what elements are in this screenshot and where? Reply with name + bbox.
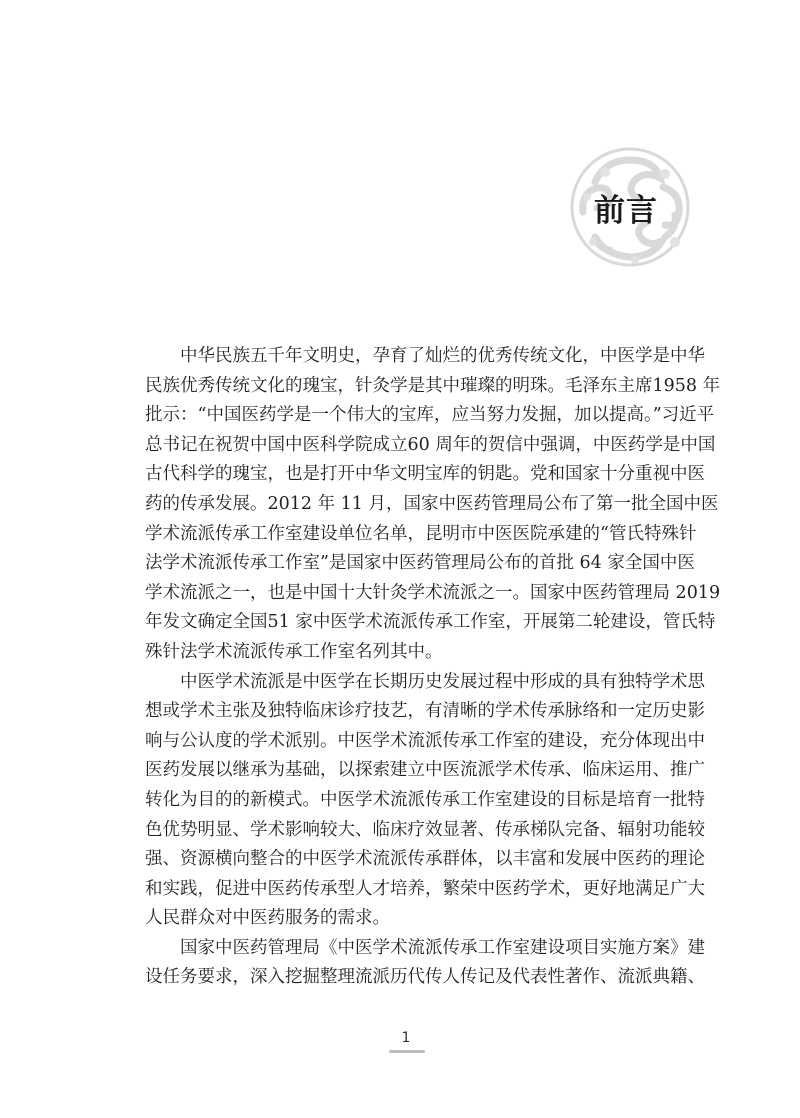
text-line: 强、资源横向整合的中医学术流派传承群体，以丰富和发展中医药的理论 [145,849,705,870]
text-line: 设任务要求，深入挖掘整理流派历代传人传记及代表性著作、流派典籍、 [145,967,705,988]
text-line: 和实践，促进中医药传承型人才培养，繁荣中医药学术，更好地满足广大 [145,878,705,899]
text-line: 医药发展以继承为基础，以探索建立中医流派学术传承、临床运用、推广 [145,760,705,781]
text-line: 国家中医药管理局《中医学术流派传承工作室建设项目实施方案》建 [180,937,705,958]
page-number: 1 [401,1030,411,1046]
text-line: 药的传承发展。2012 年 11 月，国家中医药管理局公布了第一批全国中医 [145,493,719,514]
text-line: 人民群众对中医药服务的需求。 [145,908,390,929]
text-line: 学术流派传承工作室建设单位名单，昆明市中医医院承建的“管氏特殊针 [145,523,697,544]
text-line: 想或学术主张及独特临床诊疗技艺，有清晰的学术传承脉络和一定历史影 [145,701,705,722]
text-line: 年发文确定全国51 家中医学术流派传承工作室，开展第二轮建设，管氏特 [145,612,716,633]
text-line: 法学术流派传承工作室”是国家中医药管理局公布的首批 64 家全国中医 [145,553,695,574]
text-line: 批示：“中国医药学是一个伟大的宝库，应当努力发掘，加以提高。”习近平 [145,405,715,426]
text-line: 转化为目的的新模式。中医学术流派传承工作室建设的目标是培育一批特 [145,789,705,810]
text-line: 古代科学的瑰宝，也是打开中华文明宝库的钥匙。党和国家十分重视中医 [145,464,705,485]
text-line: 响与公认度的学术派别。中医学术流派传承工作室的建设，充分体现出中 [145,730,705,751]
text-line: 中华民族五千年文明史，孕育了灿烂的优秀传统文化，中医学是中华 [180,346,705,366]
page-title: 前言 [594,193,658,229]
text-line: 总书记在祝贺中国中医科学院成立60 周年的贺信中强调，中医药学是中国 [145,434,716,455]
text-line: 民族优秀传统文化的瑰宝，针灸学是其中璀璨的明珠。毛泽东主席1958 年 [145,375,721,396]
text-line: 殊针法学术流派传承工作室名列其中。 [145,641,443,662]
text-line: 学术流派之一，也是中国十大针灸学术流派之一。国家中医药管理局 2019 [145,582,721,603]
body-text [145,342,721,993]
text-line: 色优势明显、学术影响较大、临床疗效显著、传承梯队完备、辐射功能较 [145,819,705,840]
text-line: 中医学术流派是中医学在长期历史发展过程中形成的具有独特学术思 [180,671,705,692]
page-number-underline [389,1050,425,1053]
